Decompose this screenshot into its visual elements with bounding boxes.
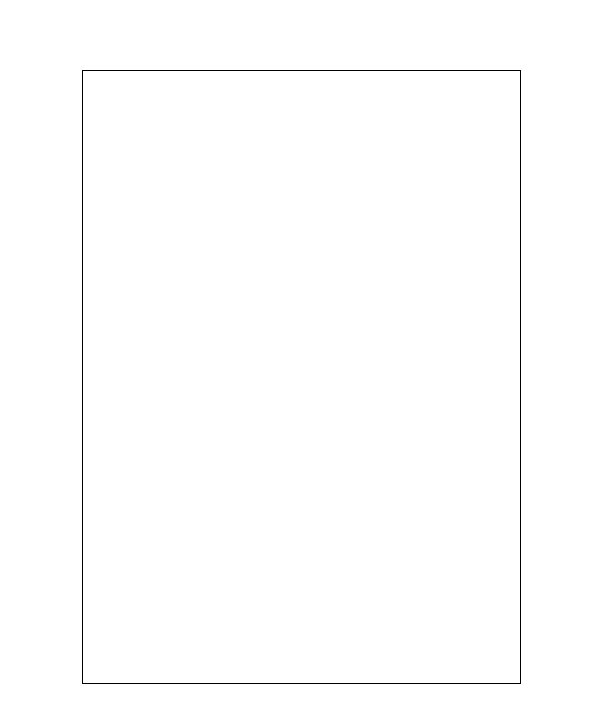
property-inventory-table bbox=[82, 70, 521, 684]
